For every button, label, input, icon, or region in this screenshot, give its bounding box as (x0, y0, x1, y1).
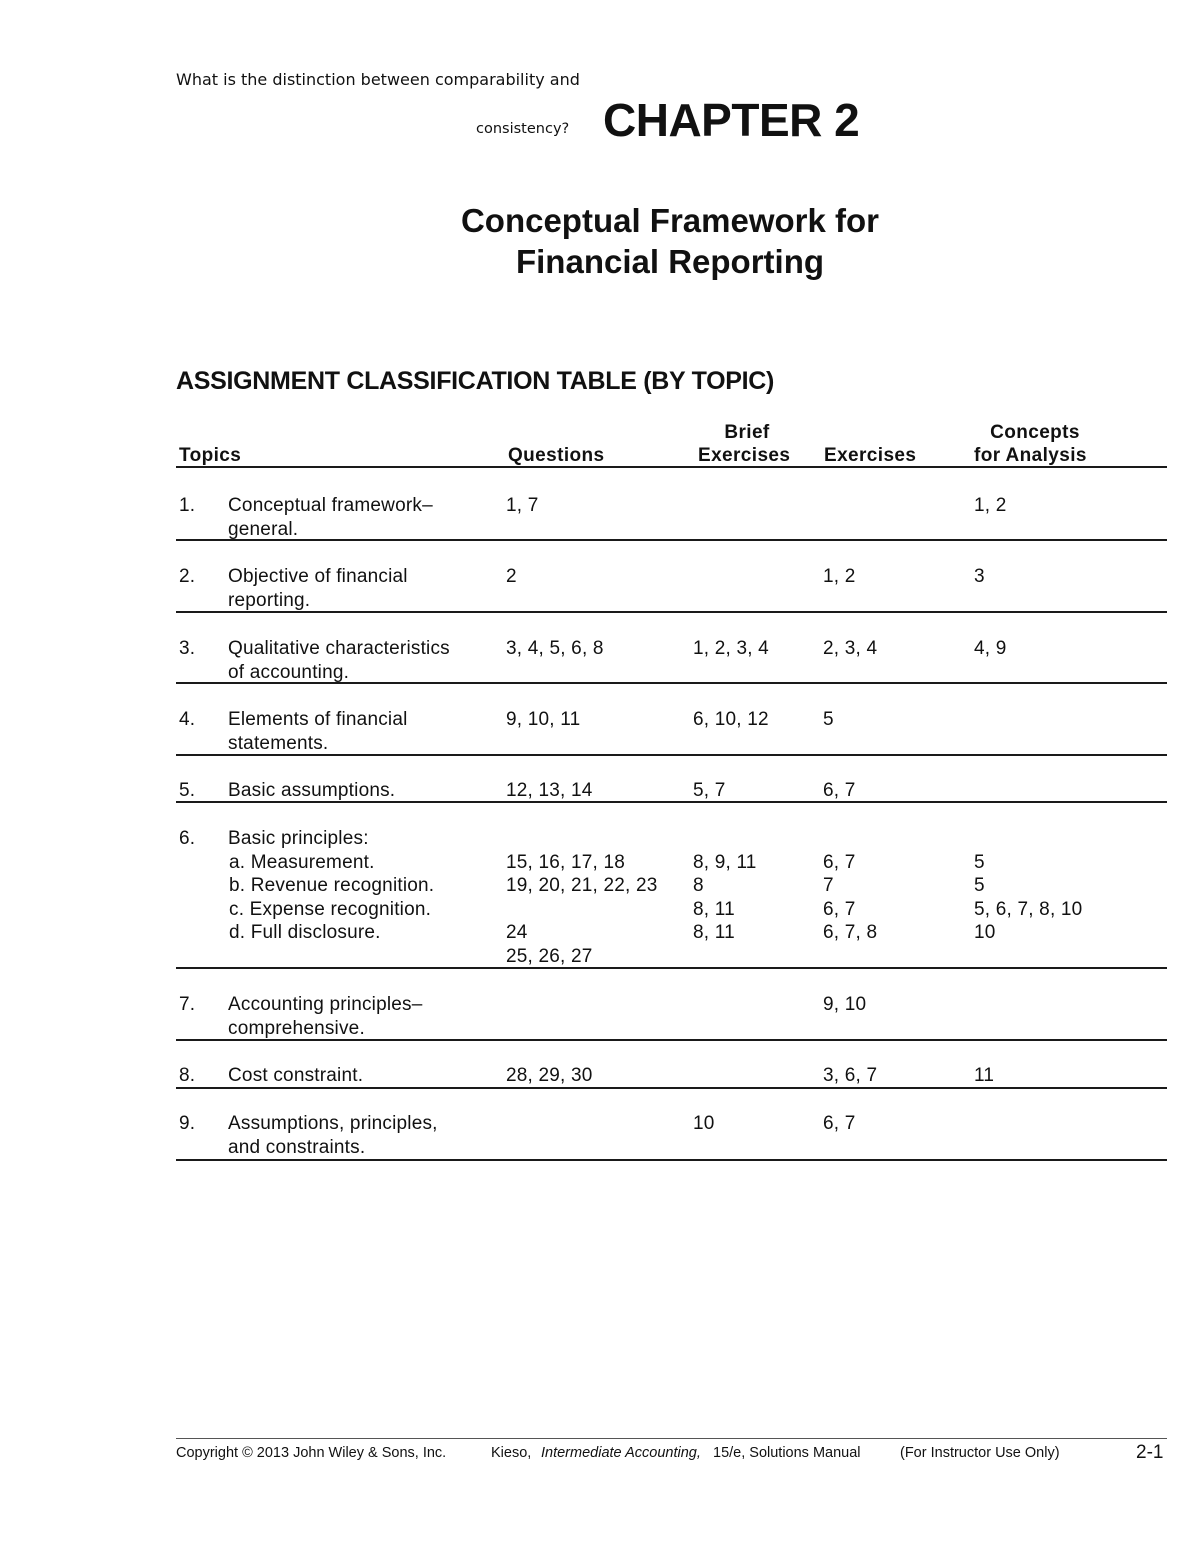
row-number: 5. (179, 780, 196, 801)
topic-text: Cost constraint. (228, 1065, 364, 1086)
topic-text: Accounting principles– (228, 994, 423, 1015)
table-title: ASSIGNMENT CLASSIFICATION TABLE (BY TOPIC) (176, 367, 775, 395)
exercises-cell: 3, 6, 7 (823, 1065, 878, 1086)
exercises-cell: 6, 7 (823, 1113, 856, 1134)
brief-cell: 8, 9, 11 (693, 851, 757, 873)
topic-text: and constraints. (228, 1136, 366, 1158)
footer-note: (For Instructor Use Only) (900, 1445, 1060, 1461)
brief-cell: 6, 10, 12 (693, 709, 769, 730)
header-topics: Topics (179, 445, 242, 466)
concepts-cell: 5 (974, 875, 985, 896)
concepts-cell: 1, 2 (974, 495, 1007, 516)
topic-text: Objective of financial (228, 566, 408, 587)
topic-subitem: d. Full disclosure. (229, 922, 381, 943)
row-number: 6. (179, 828, 196, 849)
row-rule (176, 682, 1167, 684)
concepts-cell: 5 (974, 851, 985, 873)
header-concepts-line-1: Concepts (990, 422, 1080, 443)
exercises-cell: 6, 7 (823, 898, 856, 920)
footer-rule (176, 1438, 1167, 1439)
row-rule (176, 1159, 1167, 1161)
footer-copyright: Copyright © 2013 John Wiley & Sons, Inc. (176, 1445, 447, 1461)
row-rule (176, 967, 1167, 969)
questions-cell: 3, 4, 5, 6, 8 (506, 638, 604, 659)
topic-text: Basic assumptions. (228, 780, 396, 801)
topic-subitem: a. Measurement. (229, 851, 375, 873)
page-number: 2-1 (1136, 1442, 1164, 1463)
header-concepts-line-2: for Analysis (974, 445, 1087, 466)
questions-cell: 24 (506, 922, 528, 943)
exercises-cell: 2, 3, 4 (823, 638, 878, 659)
row-number: 9. (179, 1113, 196, 1134)
concepts-cell: 5, 6, 7, 8, 10 (974, 898, 1083, 920)
row-number: 3. (179, 638, 196, 659)
chapter-heading: CHAPTER 2 (603, 94, 860, 146)
footer-author: Kieso, (491, 1445, 532, 1461)
topic-text: Conceptual framework– (228, 495, 433, 516)
topic-text: Elements of financial (228, 709, 408, 730)
question-line-2: consistency? (476, 121, 570, 137)
row-number: 8. (179, 1065, 196, 1086)
concepts-cell: 11 (974, 1065, 995, 1086)
topic-text: statements. (228, 732, 329, 754)
topic-text: reporting. (228, 589, 311, 611)
topic-text: Qualitative characteristics (228, 638, 450, 659)
row-number: 4. (179, 709, 196, 730)
questions-cell: 28, 29, 30 (506, 1065, 593, 1086)
concepts-cell: 3 (974, 566, 985, 587)
questions-cell: 12, 13, 14 (506, 780, 593, 801)
exercises-cell: 6, 7 (823, 780, 856, 801)
questions-cell: 1, 7 (506, 495, 539, 516)
brief-cell: 10 (693, 1113, 715, 1134)
questions-cell: 19, 20, 21, 22, 23 (506, 875, 658, 896)
footer-book-title: Intermediate Accounting, (541, 1445, 701, 1461)
questions-cell: 25, 26, 27 (506, 945, 593, 967)
row-rule (176, 611, 1167, 613)
row-number: 1. (179, 495, 196, 516)
exercises-cell: 6, 7, 8 (823, 922, 878, 943)
questions-cell: 2 (506, 566, 517, 587)
brief-cell: 8 (693, 875, 704, 896)
exercises-cell: 6, 7 (823, 851, 856, 873)
concepts-cell: 4, 9 (974, 638, 1007, 659)
questions-cell: 9, 10, 11 (506, 709, 581, 730)
book-title-line-2: Financial Reporting (515, 243, 825, 280)
row-rule (176, 539, 1167, 541)
topic-text: comprehensive. (228, 1017, 365, 1039)
topic-text: Basic principles: (228, 828, 369, 849)
footer-edition: 15/e, Solutions Manual (713, 1445, 861, 1461)
row-number: 7. (179, 994, 196, 1015)
header-brief-line-2: Exercises (698, 445, 791, 466)
concepts-cell: 10 (974, 922, 996, 943)
header-questions: Questions (508, 445, 605, 466)
header-rule (176, 466, 1167, 468)
exercises-cell: 9, 10 (823, 994, 867, 1015)
question-line-1: What is the distinction between comparability and (176, 70, 580, 89)
topic-subitem: c. Expense recognition. (229, 898, 432, 920)
book-title-line-1: Conceptual Framework for (460, 202, 880, 239)
header-brief-line-1: Brief (724, 422, 770, 443)
topic-text: Assumptions, principles, (228, 1113, 438, 1134)
topic-text: of accounting. (228, 661, 350, 683)
exercises-cell: 7 (823, 875, 834, 896)
exercises-cell: 5 (823, 709, 834, 730)
brief-cell: 8, 11 (693, 898, 735, 920)
row-rule (176, 801, 1167, 803)
brief-cell: 5, 7 (693, 780, 726, 801)
row-rule (176, 1087, 1167, 1089)
questions-cell: 15, 16, 17, 18 (506, 851, 626, 873)
header-exercises: Exercises (824, 445, 917, 466)
exercises-cell: 1, 2 (823, 566, 856, 587)
row-rule (176, 1039, 1167, 1041)
topic-subitem: b. Revenue recognition. (229, 875, 435, 896)
row-rule (176, 754, 1167, 756)
row-number: 2. (179, 566, 196, 587)
topic-text: general. (228, 518, 299, 540)
brief-cell: 8, 11 (693, 922, 735, 943)
brief-cell: 1, 2, 3, 4 (693, 638, 769, 659)
